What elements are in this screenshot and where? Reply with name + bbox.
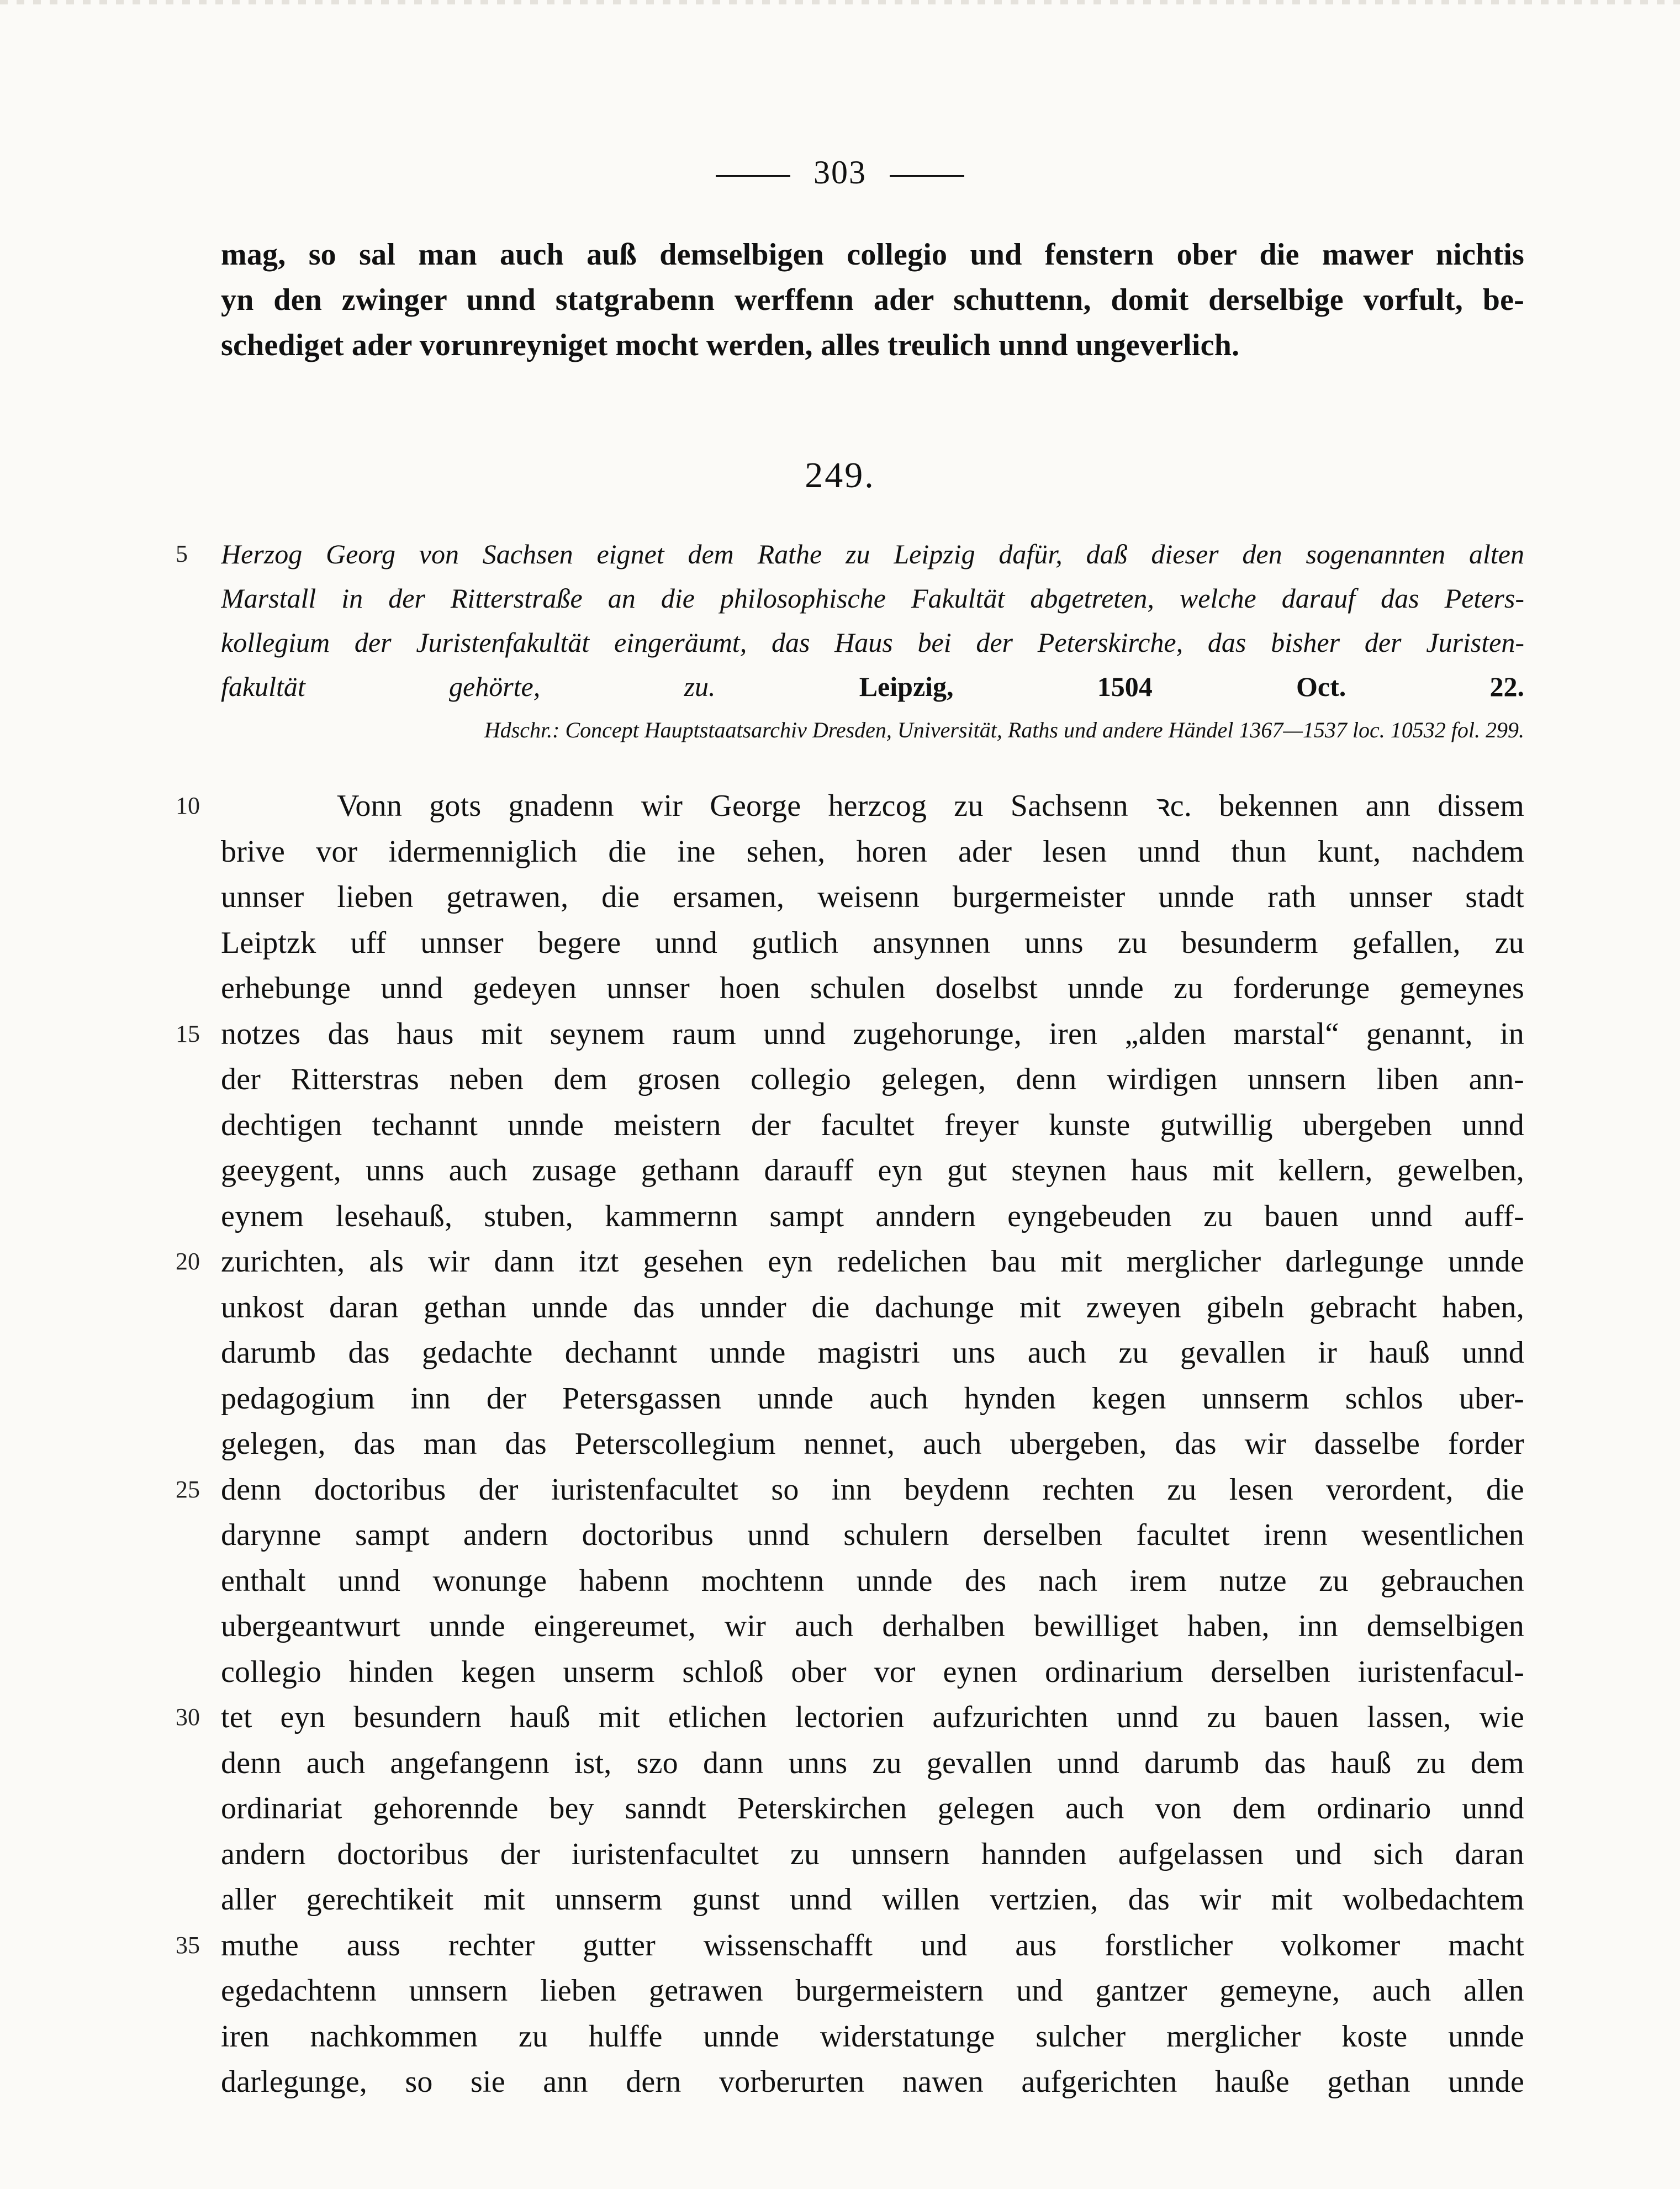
body-line: zurichten, als wir dann itzt gesehen eyn redelichen bau mit merglicher darlegunge unnde [221,1244,1524,1279]
body-line: egedachtenn unnsern lieben getrawen burgermeistern und gantzer gemeyne, auch allen [221,1974,1524,2008]
body-line: collegio hinden kegen unserm schloß ober vor eynen ordinarium derselben iuristenfacul- [221,1654,1524,1689]
document-date: Leipzig, 1504 Oct. 22. [859,671,1524,702]
body-line: Vonn gots gnadenn wir George herzcog zu Sachsenn ꝛc. bekennen ann dissem [337,789,1524,823]
body-line: ubergeantwurt unnde eingereumet, wir auch derhalben bewilliget haben, inn demselbigen [221,1609,1524,1643]
body-line: erhebunge unnd gedeyen unnser hoen schulen doselbst unnde zu forderunge gemeynes [221,971,1524,1005]
body-line: unkost daran gethan unnde das unnder die dachunge mit zweyen gibeln gebracht haben, [221,1290,1524,1325]
line-number: 20 [176,1248,200,1275]
line-number: 10 [176,792,200,819]
body-line: andern doctoribus der iuristenfacultet zu unnsern hannden aufgelassen und sich daran [221,1837,1524,1871]
page-number: 303 [813,154,867,191]
text-line: schediget ader vorunreyniget mocht werden, alles treulich unnd ungeverlich. [221,328,1240,362]
body-line: aller gerechtikeit mit unnserm gunst unnd willen vertzien, das wir mit wolbedachtem [221,1882,1524,1917]
body-line: darumb das gedachte dechannt unnde magistri uns auch zu gevallen ir hauß unnd [221,1336,1524,1370]
top-paragraph [221,232,1524,368]
body-line: denn auch angefangenn ist, szo dann unns zu gevallen unnd darumb das hauß zu dem [221,1745,1524,1780]
line-number: 5 [176,540,188,567]
body-line: notzes das haus mit seynem raum unnd zugehorunge, iren „alden marstal“ genannt, in [221,1016,1524,1051]
body-line: ordinariat gehorennde bey sanndt Peterskirchen gelegen auch von dem ordinario unnd [221,1791,1524,1826]
body-line: tet eyn besundern hauß mit etlichen lectorien aufzurichten unnd zu bauen lassen, wie [221,1700,1524,1734]
document-number: 249. [805,455,875,495]
body-line: pedagogium inn der Petersgassen unnde auch hynden kegen unnserm schlos uber- [221,1381,1524,1416]
body-line: gelegen, das man das Peterscollegium nennet, auch ubergeben, das wir dasselbe forder [221,1427,1524,1461]
document-body [221,783,1524,2105]
body-line: denn doctoribus der iuristenfacultet so inn beydenn rechten zu lesen verordent, die [221,1472,1524,1507]
body-line: darynne sampt andern doctoribus unnd schulern derselben facultet irenn wesentlichen [221,1518,1524,1552]
scan-edge [0,0,1680,4]
summary-last-line [221,664,1524,709]
line-number: 25 [176,1475,200,1503]
header-rule-right [890,175,964,177]
line-number: 35 [176,1931,200,1959]
body-line: geeygent, unns auch zusage gethann darauff eyn gut steynen haus mit kellern, gewelben, [221,1153,1524,1188]
page-header [0,154,1680,192]
body-line: eynem lesehauß, stuben, kammernn sampt anndern eyngebeuden zu bauen unnd auff- [221,1199,1524,1233]
summary-line: kollegium der Juristenfakultät eingeräumt, das Haus bei der Peterskirche, das bisher der Juristen- [221,627,1524,658]
body-line: dechtigen techannt unnde meistern der facultet freyer kunste gutwillig ubergeben unnd [221,1107,1524,1142]
line-number: 15 [176,1020,200,1047]
text-line: yn den zwinger unnd statgrabenn werffenn ader schuttenn, domit derselbige vorfult, be- [221,283,1524,317]
summary-line: fakultät gehörte, zu. [221,671,716,702]
body-line: brive vor idermenniglich die ine sehen, horen ader lesen unnd thun kunt, nachdem [221,834,1524,869]
body-line: der Ritterstras neben dem grosen collegio gelegen, denn wirdigen unnsern liben ann- [221,1062,1524,1096]
summary-line: Marstall in der Ritterstraße an die philosophische Fakultät abgetreten, welche darauf das Peters- [221,583,1524,614]
text-line: mag, so sal man auch auß demselbigen collegio und fenstern ober die mawer nichtis [221,238,1524,272]
body-line: muthe auss rechter gutter wissenschafft und aus forstlicher volkomer macht [221,1928,1524,1963]
source-note: Hdschr.: Concept Hauptstaatsarchiv Dresden, Universität, Raths und andere Händel 1367—1537 loc. 10532 fol. 299. [484,718,1524,742]
document-summary [221,532,1524,709]
body-line: Leiptzk uff unnser begere unnd gutlich ansynnen unns zu besunderm gefallen, zu [221,925,1524,960]
body-line: iren nachkommen zu hulffe unnde widerstatunge sulcher merglicher koste unnde [221,2019,1524,2054]
body-line: enthalt unnd wonunge habenn mochtenn unnde des nach irem nutze zu gebrauchen [221,1563,1524,1598]
line-number: 30 [176,1703,200,1731]
summary-line: Herzog Georg von Sachsen eignet dem Rathe zu Leipzig dafür, daß dieser den sogenannten alten [221,539,1524,569]
body-line: unnser lieben getrawen, die ersamen, weisenn burgermeister unnde rath unnser stadt [221,880,1524,914]
header-rule-left [716,175,790,177]
body-line: darlegunge, so sie ann dern vorberurten nawen aufgerichten hauße gethan unnde [221,2065,1524,2099]
